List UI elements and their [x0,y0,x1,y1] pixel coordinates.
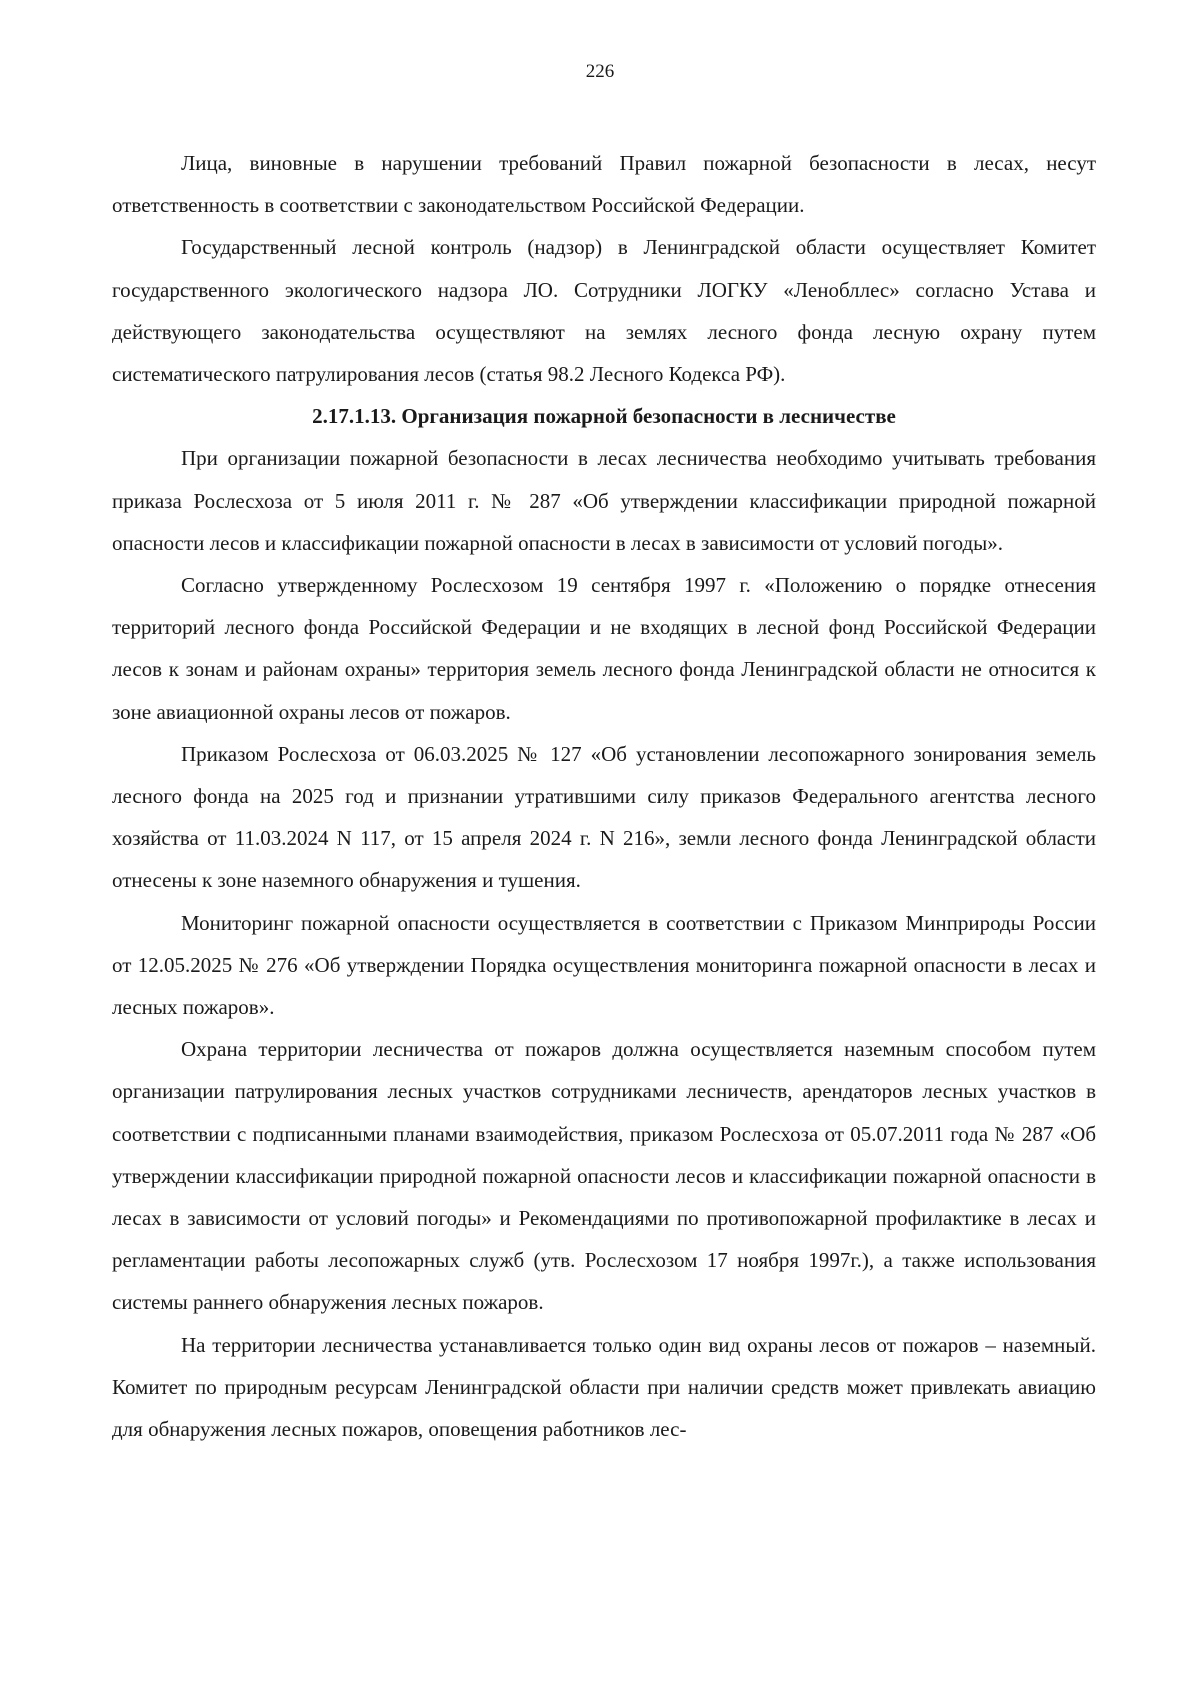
paragraph-ground-protection: Охрана территории лесничества от пожаров должна осуществляется наземным способом путем организации патрулирования лесных участков сотрудниками лесничеств, арендаторов лесных участков в соответствии с подписанными планами взаимодействия, приказом Рослесхоза от 05.07.2011 года № 287 «Об утверждении классификации природной пожарной опасности лесов и классификации пожарной опасности в лесах в зависимости от условий погоды» и Рекомендациями по противопожарной профилактике в лесах и регламентации работы лесопожарных служб (утв. Рослесхозом 17 ноября 1997г.), а также использования системы раннего обнаружения лесных пожаров. [112,1037,1096,1315]
document-body [112,142,1096,1450]
paragraph-fire-zoning-order: Приказом Рослесхоза от 06.03.2025 № 127 «Об установлении лесопожарного зонирования земель лесного фонда на 2025 год и признании утратившими силу приказов Федерального агентства лесного хозяйства от 11.03.2024 N 117, от 15 апреля 2024 г. N 216», земли лесного фонда Ленинградской области отнесены к зоне наземного обнаружения и тушения. [112,741,1096,893]
page-number: 226 [585,61,615,82]
section-heading: 2.17.1.13. Организация пожарной безопасности в лесничестве [312,404,896,429]
paragraph-forest-control: Государственный лесной контроль (надзор) в Ленинградской области осуществляет Комитет государственного экологического надзора ЛО. Сотрудники ЛОГКУ «Ленобллес» согласно Устава и действующего законодательства осуществляют на землях лесного фонда лесную охрану путем систематического патрулирования лесов (статья 98.2 Лесного Кодекса РФ). [112,235,1096,387]
paragraph-fire-monitoring: Мониторинг пожарной опасности осуществляется в соответствии с Приказом Минприроды России от 12.05.2025 № 276 «Об утверждении Порядка осуществления мониторинга пожарной опасности в лесах и лесных пожаров». [112,910,1096,1020]
paragraph-liability: Лица, виновные в нарушении требований Правил пожарной безопасности в лесах, несут ответственность в соответствии с законодательством Российской Федерации. [112,151,1096,218]
paragraph-fire-safety-requirements: При организации пожарной безопасности в лесах лесничества необходимо учитывать требования приказа Рослесхоза от 5 июля 2011 г. № 287 «Об утверждении классификации природной пожарной опасности лесов и классификации пожарной опасности в лесах в зависимости от условий погоды». [112,446,1096,555]
paragraph-protection-zones: Согласно утвержденному Рослесхозом 19 сентября 1997 г. «Положению о порядке отнесения территорий лесного фонда Российской Федерации и не входящих в лесной фонд Российской Федерации лесов к зонам и районам охраны» территория земель лесного фонда Ленинградской области не относится к зоне авиационной охраны лесов от пожаров. [112,573,1096,724]
paragraph-protection-type: На территории лесничества устанавливается только один вид охраны лесов от пожаров – наземный. Комитет по природным ресурсам Ленинградской области при наличии средств может привлекать авиацию для обнаружения лесных пожаров, оповещения работников лес- [112,1332,1096,1442]
